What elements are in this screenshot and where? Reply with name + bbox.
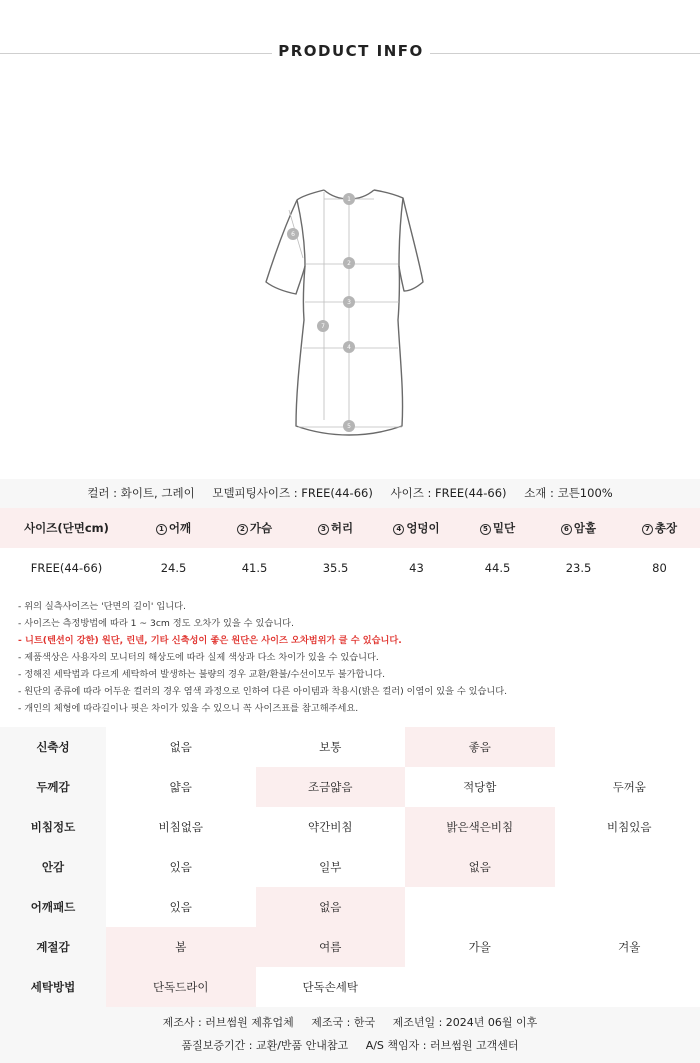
note-item: - 제품색상은 사용자의 모니터의 해상도에 따라 실제 색상과 다소 차이가 있을 수 있습니다. — [18, 652, 379, 663]
svg-text:1: 1 — [347, 196, 351, 204]
size-header-label: 사이즈(단면cm) — [0, 508, 133, 548]
attr-label: 신축성 — [0, 727, 106, 767]
note-item: - 사이즈는 측정방법에 따라 1 ~ 3cm 정도 오차가 있을 수 있습니다. — [18, 618, 294, 629]
footer-warranty: 품질보증기간 : 교환/반품 안내참고 — [181, 1039, 349, 1052]
attr-option-selected: 봄 — [106, 927, 256, 967]
size-notes — [18, 598, 688, 717]
attr-option: 비침없음 — [158, 820, 203, 834]
attr-row-shoulder-pad — [0, 887, 700, 927]
size-cell: 23.5 — [565, 561, 592, 575]
attr-label: 안감 — [0, 847, 106, 887]
size-cell: 41.5 — [241, 561, 268, 575]
size-header-hem: 5 밑단 — [457, 508, 538, 548]
size-header-length: 7 총장 — [619, 508, 700, 548]
attr-option — [555, 887, 700, 927]
size-table-header — [0, 508, 700, 548]
attr-option-selected: 조금얇음 — [256, 767, 406, 807]
product-info-header — [0, 0, 700, 104]
attr-row-season — [0, 927, 700, 967]
size-header-armhole: 6 암홀 — [538, 508, 619, 548]
size-cell: 44.5 — [484, 561, 511, 575]
section-title: PRODUCT INFO — [278, 42, 424, 60]
svg-text:7: 7 — [321, 323, 325, 331]
attr-option: 있음 — [169, 900, 192, 914]
attr-label: 두께감 — [0, 767, 106, 807]
attr-option — [555, 967, 700, 1007]
svg-text:2: 2 — [347, 260, 351, 268]
attr-option-selected: 없음 — [405, 847, 555, 887]
note-item-warning: - 니트(텐션이 강한) 원단, 린넨, 기타 신축성이 좋은 원단은 사이즈 오차범위가 클 수 있습니다. — [18, 635, 402, 646]
attr-label: 세탁방법 — [0, 967, 106, 1007]
attr-option: 약간비침 — [308, 820, 353, 834]
header-divider-left — [0, 53, 272, 54]
size-cell: 43 — [409, 561, 424, 575]
svg-text:6: 6 — [291, 231, 295, 239]
attr-option-selected: 좋음 — [405, 727, 555, 767]
svg-text:3: 3 — [347, 299, 351, 307]
attr-row-lining — [0, 847, 700, 887]
note-item: - 개인의 체형에 따라길이나 핏은 차이가 있을 수 있으니 꼭 사이즈표를 참고해주세요. — [18, 703, 359, 714]
attr-option — [405, 967, 555, 1007]
marker-7 — [317, 320, 329, 332]
attr-option — [405, 887, 555, 927]
size-header-waist: 3 허리 — [295, 508, 376, 548]
footer-row — [0, 1011, 700, 1034]
attr-row-thickness — [0, 767, 700, 807]
attr-option: 없음 — [169, 740, 192, 754]
spec-material: 소재 : 코튼100% — [524, 486, 613, 500]
header-divider-right — [430, 53, 700, 54]
attr-row-washing — [0, 967, 700, 1007]
attr-option: 가을 — [468, 940, 491, 954]
attr-option — [555, 847, 700, 887]
size-cell: 35.5 — [322, 561, 349, 575]
footer-date: 제조년일 : 2024년 06월 이후 — [392, 1016, 538, 1029]
attr-option: 일부 — [319, 860, 342, 874]
attr-label: 계절감 — [0, 927, 106, 967]
size-cell: 24.5 — [160, 561, 187, 575]
attr-option-selected: 여름 — [256, 927, 406, 967]
dress-size-diagram — [240, 170, 460, 450]
spec-color: 컬러 : 화이트, 그레이 — [87, 486, 195, 500]
note-item: - 정해진 세탁법과 다르게 세탁하여 발생하는 불량의 경우 교환/환불/수선이모두 불가합니다. — [18, 669, 386, 680]
spec-model-fit: 모델피팅사이즈 : FREE(44-66) — [212, 486, 373, 500]
attr-label: 비침정도 — [0, 807, 106, 847]
attr-label: 어깨패드 — [0, 887, 106, 927]
attribute-table — [0, 727, 700, 1007]
marker-5 — [343, 420, 355, 432]
footer-as: A/S 책임자 : 러브썸원 고객센터 — [365, 1039, 519, 1052]
attr-option: 보통 — [319, 740, 342, 754]
note-item: - 원단의 종류에 따라 어두운 컬러의 경우 염색 과정으로 인하여 다른 아이템과 착용시(밝은 컬러) 이염이 있을 수 있습니다. — [18, 686, 508, 697]
marker-3 — [343, 296, 355, 308]
size-header-shoulder: 1 어깨 — [133, 508, 214, 548]
size-header-hip: 4 엉덩이 — [376, 508, 457, 548]
attr-option — [555, 727, 700, 767]
size-table — [0, 508, 700, 588]
product-spec-line — [0, 479, 700, 508]
attr-option: 비침있음 — [607, 820, 652, 834]
size-header-chest: 2 가슴 — [214, 508, 295, 548]
attr-option: 있음 — [169, 860, 192, 874]
marker-6 — [287, 228, 299, 240]
svg-text:5: 5 — [347, 423, 351, 431]
size-table-row — [0, 548, 700, 588]
marker-4 — [343, 341, 355, 353]
spec-size: 사이즈 : FREE(44-66) — [390, 486, 507, 500]
attr-row-stretch — [0, 727, 700, 767]
footer-maker: 제조사 : 러브썸원 제휴업체 — [162, 1016, 294, 1029]
marker-2 — [343, 257, 355, 269]
attr-option: 적당함 — [463, 780, 497, 794]
attr-option-selected: 밝은색은비침 — [405, 807, 555, 847]
attr-option-selected: 단독드라이 — [106, 967, 256, 1007]
size-cell: 80 — [652, 561, 667, 575]
attr-option: 겨울 — [618, 940, 641, 954]
footer-row — [0, 1034, 700, 1057]
attr-option-selected: 없음 — [256, 887, 406, 927]
svg-text:4: 4 — [347, 344, 351, 352]
marker-1 — [343, 193, 355, 205]
attr-option: 얇음 — [169, 780, 192, 794]
attr-row-sheerness — [0, 807, 700, 847]
dress-illustration — [240, 170, 460, 450]
footer-country: 제조국 : 한국 — [311, 1016, 376, 1029]
attr-option: 단독손세탁 — [302, 980, 359, 994]
size-cell: FREE(44-66) — [30, 561, 103, 575]
note-item: - 위의 실측사이즈는 '단면의 길이' 입니다. — [18, 601, 186, 612]
manufacturer-info — [0, 1007, 700, 1063]
attr-option: 두꺼움 — [612, 780, 646, 794]
